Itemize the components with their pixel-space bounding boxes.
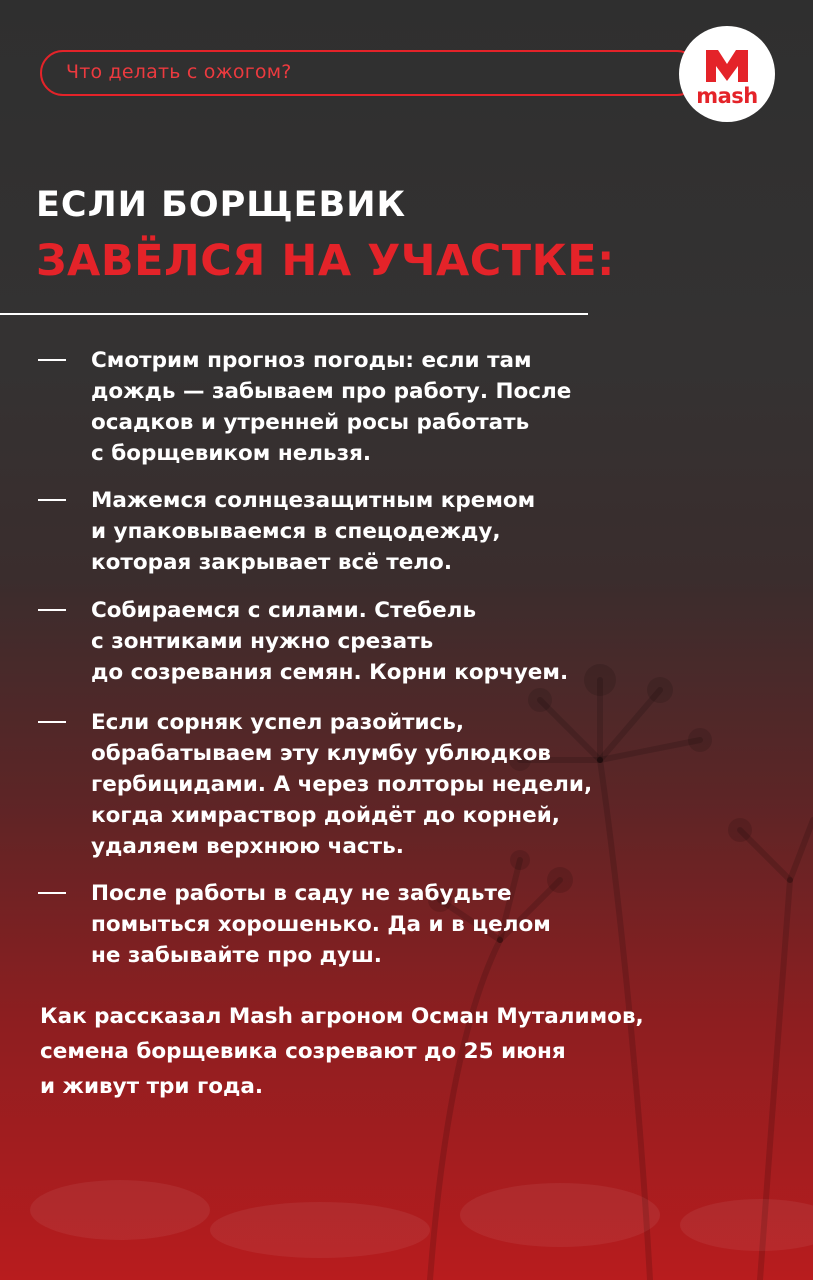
dash-bullet [38, 721, 66, 723]
mash-logo [679, 26, 775, 122]
divider [0, 313, 588, 315]
list-item-text: После работы в саду не забудьте помыться хорошенько. Да и в целом не забывайте про душ. [91, 881, 551, 968]
logo-text: mash [696, 84, 758, 108]
title-line-2: ЗАВЁЛСЯ НА УЧАСТКЕ: [36, 236, 615, 286]
dash-bullet [38, 892, 66, 894]
list-item-text: Если сорняк успел разойтись, обрабатываем эту клумбу ублюдков гербицидами. А через полторы недели, когда химраствор дойдёт до корней, удаляем верхнюю часть. [91, 710, 593, 859]
list-item-text: Мажемся солнцезащитным кремом и упаковываемся в спецодежду, которая закрывает всё тело. [91, 488, 536, 575]
title-line-1: ЕСЛИ БОРЩЕВИК [36, 185, 407, 225]
list-item-text: Собираемся с силами. Стебель с зонтиками нужно срезать до созревания семян. Корни корчуем. [91, 598, 569, 685]
dash-bullet [38, 609, 66, 611]
footer-note: Как рассказал Mash агроном Осман Муталимов, семена борщевика созревают до 25 июня и живут три года. [40, 1004, 644, 1099]
dash-bullet [38, 499, 66, 501]
topic-pill-label: Что делать с ожогом? [66, 61, 292, 83]
dash-bullet [38, 359, 66, 361]
topic-pill [40, 50, 700, 96]
list-item-text: Смотрим прогноз погоды: если там дождь — забываем про работу. После осадков и утренней росы работать с борщевиком нельзя. [91, 348, 572, 466]
